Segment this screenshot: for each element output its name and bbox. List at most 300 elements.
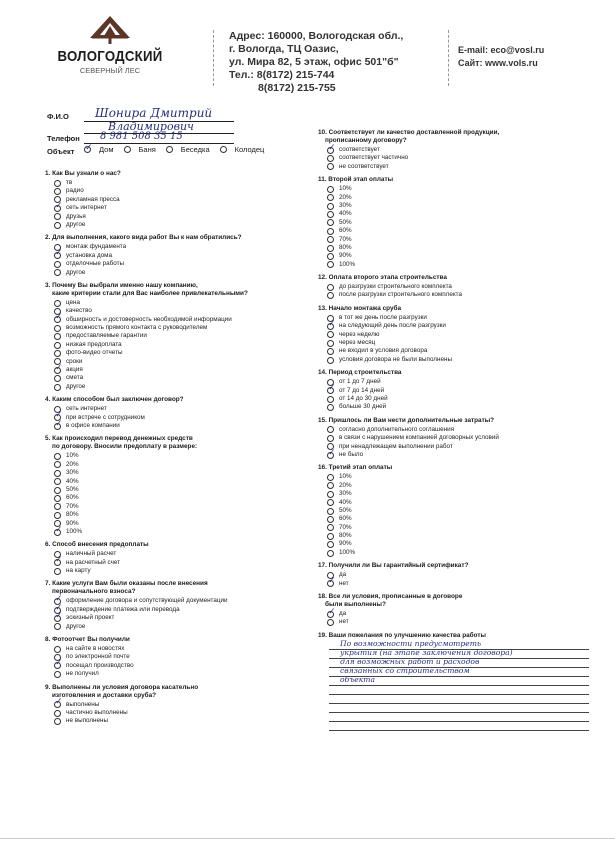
option-item[interactable] [54, 461, 315, 469]
option-list [45, 405, 315, 430]
option-item[interactable] [54, 341, 315, 349]
question-title: 19. Ваши пожелания по улучшению качества работы [318, 631, 486, 639]
question-title [318, 369, 598, 377]
question-subtitle: изготовления и доставки сруба? [52, 691, 157, 699]
option-label: 70% [66, 502, 79, 510]
radio-circle-icon[interactable] [327, 147, 334, 154]
option-item[interactable] [54, 478, 315, 486]
option-item[interactable] [327, 482, 598, 490]
option-list [318, 146, 598, 171]
option-item[interactable] [54, 414, 315, 422]
option-item[interactable] [54, 567, 315, 575]
radio-circle-icon[interactable] [327, 186, 334, 193]
option-label: 60% [339, 227, 352, 235]
question-title-text: 15. Пришлось ли Вам нести дополнительные затраты? [318, 416, 495, 424]
phone-line: 8(8172) 215-755 [258, 82, 336, 94]
question-block [45, 580, 315, 631]
option-item[interactable] [327, 473, 598, 481]
option-item[interactable] [54, 332, 315, 340]
option-item[interactable] [327, 490, 598, 498]
option-label: предоставляемые гарантии [66, 332, 147, 340]
option-item[interactable] [54, 204, 315, 212]
question-title-text: 14. Период строительства [318, 369, 402, 377]
answer-rule-line [329, 686, 589, 695]
option-item[interactable] [327, 202, 598, 210]
radio-circle-icon[interactable] [54, 671, 61, 678]
fio-handwriting-2[interactable]: Владимирович [108, 120, 194, 133]
radio-circle-icon[interactable] [54, 487, 61, 494]
option-label: оформление договора и сопутствующей документации [66, 597, 228, 605]
option-item[interactable] [327, 210, 598, 218]
radio-circle-icon[interactable] [327, 292, 334, 299]
option-item[interactable] [54, 494, 315, 502]
radio-circle-icon[interactable] [327, 236, 334, 243]
radio-circle-icon[interactable] [327, 348, 334, 355]
radio-circle-icon[interactable] [54, 470, 61, 477]
option-label: рекламная пресса [66, 195, 120, 203]
radio-circle-icon[interactable] [327, 611, 334, 618]
question-title-text: 8. Фотоотчет Вы получили [45, 636, 130, 644]
radio-circle-icon[interactable] [54, 623, 61, 630]
option-item[interactable] [54, 597, 315, 605]
option-item[interactable] [54, 503, 315, 511]
radio-circle-icon[interactable] [54, 300, 61, 307]
radio-circle-icon[interactable] [327, 452, 334, 459]
radio-circle-icon[interactable] [327, 219, 334, 226]
option-label: по электронной почте [66, 653, 130, 661]
option-item[interactable] [327, 219, 598, 227]
option-label: другое [66, 268, 86, 276]
radio-circle-icon[interactable] [327, 508, 334, 515]
option-item[interactable] [327, 532, 598, 540]
question-block [318, 464, 598, 557]
option-label: нет [339, 618, 349, 626]
option-item[interactable] [54, 511, 315, 519]
radio-circle-icon[interactable] [54, 568, 61, 575]
option-item[interactable] [54, 324, 315, 332]
question-subtitle: прописанному договору? [325, 137, 407, 144]
radio-circle-icon[interactable] [327, 474, 334, 481]
handwritten-answer-line[interactable]: для возможных работ и расходов [340, 656, 480, 666]
question-title [318, 562, 598, 570]
question-title-text: 16. Третий этап оплаты [318, 464, 393, 472]
option-item[interactable] [54, 374, 315, 382]
option-label: качество [66, 307, 92, 315]
option-item[interactable] [327, 314, 598, 322]
radio-circle-icon[interactable] [327, 426, 334, 433]
option-item[interactable] [54, 213, 315, 221]
option-label: после разгрузки строительного комплекта [339, 291, 462, 299]
handwritten-answer-line[interactable]: По возможности предусмотреть [340, 638, 482, 648]
option-item[interactable] [54, 221, 315, 229]
option-label: 100% [66, 527, 83, 535]
radio-circle-icon[interactable] [54, 478, 61, 485]
option-item[interactable] [327, 580, 598, 588]
question-block [45, 684, 315, 726]
option-item[interactable] [54, 550, 315, 558]
option-label: 90% [339, 252, 352, 260]
option-item[interactable] [54, 179, 315, 187]
questions-right-column [318, 129, 598, 736]
option-item[interactable] [54, 422, 315, 430]
radio-circle-icon[interactable] [54, 461, 61, 468]
option-label: монтаж фундамента [66, 243, 127, 251]
option-item[interactable] [54, 260, 315, 268]
radio-circle-icon[interactable] [220, 146, 227, 153]
option-list [318, 571, 598, 588]
option-label: да [339, 571, 347, 579]
option-item[interactable] [54, 670, 315, 678]
option-item[interactable] [54, 559, 315, 567]
radio-circle-icon[interactable] [54, 350, 61, 357]
radio-circle-icon[interactable] [54, 213, 61, 220]
question-title-text: 6. Способ внесения предоплаты [45, 541, 149, 549]
object-option[interactable] [84, 145, 114, 154]
object-option-label: Беседка [180, 145, 210, 154]
option-label: 80% [339, 532, 352, 540]
radio-circle-icon[interactable] [54, 342, 61, 349]
radio-circle-icon[interactable] [54, 188, 61, 195]
radio-circle-icon[interactable] [54, 384, 61, 391]
object-option-label: Колодец [234, 145, 265, 154]
option-label: при ненадлежащем выполнении работ [339, 442, 453, 450]
option-item[interactable] [327, 499, 598, 507]
option-label: от 14 до 30 дней [339, 394, 388, 402]
option-label: на расчетный счет [66, 558, 121, 566]
phone-handwriting[interactable]: 8 981 508 35 15 [100, 131, 183, 142]
option-label: 10% [66, 452, 79, 460]
radio-circle-icon[interactable] [54, 269, 61, 276]
option-label: тв [66, 179, 73, 186]
option-list [45, 645, 315, 679]
radio-circle-icon[interactable] [54, 453, 61, 460]
option-item[interactable] [327, 549, 598, 557]
question-title [45, 435, 315, 451]
radio-circle-icon[interactable] [327, 435, 334, 442]
option-list [45, 452, 315, 536]
option-item[interactable] [327, 618, 598, 626]
option-item[interactable] [54, 486, 315, 494]
handwritten-answer-line[interactable]: укрытия (на этапе заключения договора) [340, 647, 513, 657]
option-item[interactable] [54, 187, 315, 195]
radio-circle-icon[interactable] [327, 387, 334, 394]
option-item[interactable] [327, 146, 598, 154]
option-item[interactable] [327, 244, 598, 252]
radio-circle-icon[interactable] [166, 146, 173, 153]
option-item[interactable] [327, 443, 598, 451]
object-option[interactable] [166, 145, 210, 154]
option-list [318, 473, 598, 557]
option-item[interactable] [327, 236, 598, 244]
radio-circle-icon[interactable] [327, 524, 334, 531]
option-item[interactable] [327, 524, 598, 532]
phone-line: Тел.: 8(8172) 215-744 [229, 69, 335, 81]
radio-circle-icon[interactable] [327, 253, 334, 260]
option-label: 60% [339, 515, 352, 523]
radio-circle-icon[interactable] [327, 516, 334, 523]
question-title [318, 417, 598, 425]
option-item[interactable] [54, 307, 315, 315]
radio-circle-icon[interactable] [327, 211, 334, 218]
option-list [45, 597, 315, 631]
radio-circle-icon[interactable] [54, 261, 61, 268]
option-item[interactable] [54, 383, 315, 391]
option-item[interactable] [54, 269, 315, 277]
option-list [318, 610, 598, 627]
radio-circle-icon[interactable] [327, 491, 334, 498]
question-title [45, 541, 315, 549]
option-label: 40% [66, 477, 79, 485]
option-label: 90% [339, 540, 352, 548]
option-item[interactable] [327, 451, 598, 459]
radio-circle-icon[interactable] [54, 559, 61, 566]
radio-circle-icon[interactable] [327, 340, 334, 347]
option-item[interactable] [327, 154, 598, 162]
question-block [45, 170, 315, 229]
phone-line [84, 143, 234, 144]
object-option-label: Дом [99, 145, 114, 154]
radio-circle-icon[interactable] [54, 495, 61, 502]
radio-circle-icon[interactable] [327, 357, 334, 364]
question-title [318, 464, 598, 472]
option-label: 10% [339, 473, 352, 481]
option-label: 50% [66, 485, 79, 493]
question-subtitle: какие критерии стали для Вас наиболее привлекательными? [52, 289, 248, 297]
option-item[interactable] [54, 469, 315, 477]
radio-circle-icon[interactable] [54, 503, 61, 510]
object-option[interactable] [124, 145, 156, 154]
radio-circle-icon[interactable] [54, 718, 61, 725]
option-list [45, 701, 315, 726]
option-item[interactable] [327, 434, 598, 442]
radio-circle-icon[interactable] [327, 323, 334, 330]
question-block [318, 593, 598, 627]
option-label: другое [66, 382, 86, 390]
question-title [318, 305, 598, 313]
option-item[interactable] [327, 610, 598, 618]
radio-circle-icon[interactable] [54, 333, 61, 340]
option-label: на карту [66, 567, 91, 575]
option-label: выполнены [66, 700, 100, 708]
radio-circle-icon[interactable] [327, 194, 334, 201]
question-block-19 [318, 632, 598, 731]
radio-circle-icon[interactable] [124, 146, 131, 153]
option-item[interactable] [54, 366, 315, 374]
option-item[interactable] [54, 405, 315, 413]
radio-circle-icon[interactable] [327, 163, 334, 170]
option-item[interactable] [327, 261, 598, 269]
option-item[interactable] [54, 243, 315, 251]
radio-circle-icon[interactable] [327, 331, 334, 338]
option-label: 20% [339, 481, 352, 489]
radio-circle-icon[interactable] [327, 284, 334, 291]
question-title-text: 18. Все ли условия, прописанные в договоре [318, 593, 463, 601]
radio-circle-icon[interactable] [54, 423, 61, 430]
option-label: на сайте в новостях [66, 645, 125, 653]
option-item[interactable] [327, 185, 598, 193]
question-title [318, 593, 598, 609]
question-subtitle: были выполнены? [325, 601, 386, 609]
handwritten-answer-line[interactable]: объекта [340, 674, 376, 684]
radio-circle-icon[interactable] [327, 482, 334, 489]
radio-circle-icon[interactable] [54, 701, 61, 708]
handwritten-answer-line[interactable]: связанных со строительством [340, 665, 470, 675]
option-item[interactable] [54, 452, 315, 460]
radio-circle-icon[interactable] [54, 367, 61, 374]
option-item[interactable] [327, 426, 598, 434]
option-item[interactable] [54, 196, 315, 204]
question-block [45, 282, 315, 391]
question-subtitle: первоначального взноса? [52, 588, 136, 596]
radio-circle-icon[interactable] [327, 261, 334, 268]
radio-circle-icon[interactable] [327, 580, 334, 587]
option-label: отделочные работы [66, 260, 125, 268]
option-label: фото-видео отчеты [66, 349, 123, 357]
option-label: согласно дополнительного соглашения [339, 425, 455, 433]
option-item[interactable] [54, 299, 315, 307]
option-item[interactable] [327, 387, 598, 395]
radio-circle-icon[interactable] [327, 155, 334, 162]
address-line: г. Вологда, ТЦ Оазис, [229, 43, 339, 55]
radio-circle-icon[interactable] [54, 375, 61, 382]
option-item[interactable] [327, 403, 598, 411]
option-item[interactable] [327, 252, 598, 260]
option-item[interactable] [54, 623, 315, 631]
option-label: через неделю [339, 330, 380, 338]
radio-circle-icon[interactable] [54, 316, 61, 323]
option-label: до разгрузки строительного комплекта [339, 283, 452, 291]
option-item[interactable] [54, 358, 315, 366]
option-label: 80% [66, 511, 79, 519]
option-item[interactable] [327, 283, 598, 291]
option-item[interactable] [54, 709, 315, 717]
option-label: 60% [66, 494, 79, 502]
radio-circle-icon[interactable] [54, 529, 61, 536]
radio-circle-icon[interactable] [327, 550, 334, 557]
radio-circle-icon[interactable] [54, 222, 61, 229]
option-item[interactable] [54, 653, 315, 661]
option-item[interactable] [327, 507, 598, 515]
option-label: соответствует частично [339, 154, 409, 162]
radio-circle-icon[interactable] [54, 512, 61, 519]
radio-circle-icon[interactable] [327, 533, 334, 540]
option-label: от 7 до 14 дней [339, 386, 385, 394]
option-item[interactable] [327, 194, 598, 202]
option-item[interactable] [54, 316, 315, 324]
option-item[interactable] [54, 614, 315, 622]
question-block [318, 305, 598, 364]
option-label: 30% [66, 469, 79, 477]
question-title [318, 129, 598, 145]
radio-circle-icon[interactable] [54, 252, 61, 259]
radio-circle-icon[interactable] [327, 203, 334, 210]
option-item[interactable] [54, 662, 315, 670]
object-option[interactable] [220, 145, 265, 154]
option-item[interactable] [327, 339, 598, 347]
option-list [45, 179, 315, 229]
option-label: другое [66, 622, 86, 630]
option-item[interactable] [54, 349, 315, 357]
option-item[interactable] [327, 571, 598, 579]
question-block [318, 369, 598, 412]
radio-circle-icon[interactable] [54, 662, 61, 669]
option-item[interactable] [327, 347, 598, 355]
question-block [318, 274, 598, 300]
answer-lines [318, 638, 598, 731]
radio-circle-icon[interactable] [327, 404, 334, 411]
option-label: не получил [66, 670, 99, 678]
option-label: да [339, 610, 347, 618]
question-title [318, 274, 598, 282]
option-item[interactable] [327, 540, 598, 548]
question-title [45, 170, 315, 178]
option-label: соответствует [339, 146, 380, 153]
company-contacts [458, 44, 544, 70]
radio-circle-icon[interactable] [327, 499, 334, 506]
phone-label: Телефон [47, 134, 80, 143]
option-item[interactable] [327, 356, 598, 364]
option-label: радио [66, 187, 84, 195]
option-item[interactable] [327, 163, 598, 171]
option-item[interactable] [54, 528, 315, 536]
radio-circle-icon[interactable] [54, 205, 61, 212]
company-logo [50, 14, 170, 75]
option-item[interactable] [54, 606, 315, 614]
option-label: 100% [339, 548, 356, 556]
page-bottom-rule [0, 838, 615, 839]
option-item[interactable] [327, 291, 598, 299]
question-block [45, 396, 315, 430]
radio-circle-icon[interactable] [327, 396, 334, 403]
question-title [318, 176, 598, 184]
option-item[interactable] [327, 322, 598, 330]
radio-circle-icon[interactable] [54, 180, 61, 187]
option-item[interactable] [327, 331, 598, 339]
option-label: низкая предоплата [66, 340, 122, 348]
question-title-text: 1. Как Вы узнали о нас? [45, 170, 121, 177]
option-item[interactable] [54, 717, 315, 725]
question-title-text: 12. Оплата второго этапа строительства [318, 274, 447, 282]
option-label: не входил в условия договора [339, 347, 428, 355]
fio-handwriting[interactable]: Шонирa Дмитрий [95, 106, 213, 120]
radio-circle-icon[interactable] [54, 710, 61, 717]
radio-circle-icon[interactable] [327, 228, 334, 235]
option-item[interactable] [54, 252, 315, 260]
option-label: возможность прямого контакта с руководителем [66, 324, 208, 332]
option-label: 70% [339, 523, 352, 531]
option-item[interactable] [54, 520, 315, 528]
option-label: на следующий день после разгрузки [339, 322, 446, 330]
radio-circle-icon[interactable] [54, 646, 61, 653]
radio-circle-icon[interactable] [327, 619, 334, 626]
option-label: от 1 до 7 дней [339, 378, 381, 386]
option-item[interactable] [327, 378, 598, 386]
option-item[interactable] [327, 515, 598, 523]
option-list [45, 243, 315, 277]
question-title-text: 3. Почему Вы выбрали именно нашу компанию, [45, 281, 198, 289]
radio-circle-icon[interactable] [54, 325, 61, 332]
radio-circle-icon[interactable] [327, 245, 334, 252]
question-block [45, 234, 315, 277]
object-options [84, 145, 264, 154]
radio-circle-icon[interactable] [327, 541, 334, 548]
option-item[interactable] [54, 701, 315, 709]
option-list [318, 314, 598, 364]
option-item[interactable] [327, 227, 598, 235]
radio-circle-icon[interactable] [84, 146, 91, 153]
option-label: в офисе компании [66, 421, 120, 429]
radio-circle-icon[interactable] [54, 615, 61, 622]
